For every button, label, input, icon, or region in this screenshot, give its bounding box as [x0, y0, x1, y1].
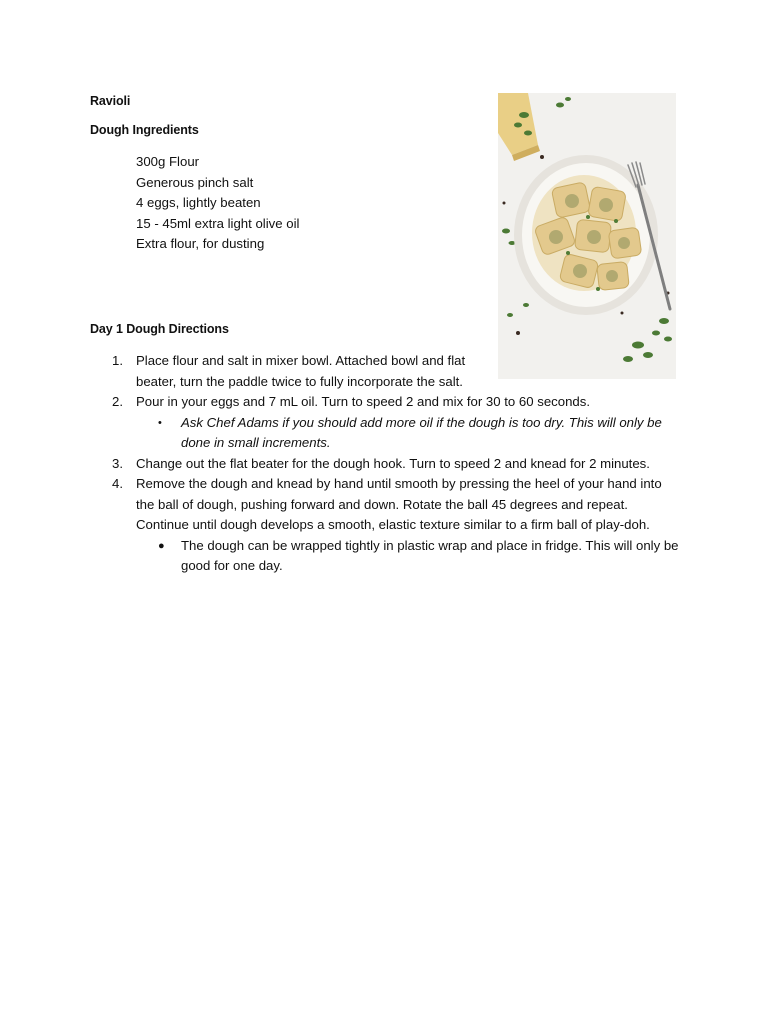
ingredient-item: Generous pinch salt	[136, 174, 254, 190]
ravioli-photo	[498, 93, 676, 379]
step-text: Place flour and salt in mixer bowl. Attached bowl and flat beater, turn the paddle twice to fully incorporate the salt.	[136, 353, 466, 389]
bullet-icon: •	[158, 416, 162, 429]
recipe-title: Ravioli	[90, 94, 131, 108]
direction-step	[90, 474, 680, 577]
ingredient-item: 300g Flour	[136, 154, 200, 169]
ingredient-list	[136, 152, 299, 255]
ingredient-item: 15 - 45ml extra light olive oil	[136, 215, 300, 231]
step-notes	[136, 413, 680, 454]
step-text: Remove the dough and knead by hand until smooth by pressing the heel of your hand into the ball of dough, pushing forward and down. Rotate the ball 45 degrees and repeat. Continue until dough develops a smooth, elastic texture similar to a firm ball of play-doh.	[136, 476, 662, 532]
step-notes	[136, 536, 680, 577]
step-text: Change out the flat beater for the dough hook. Turn to speed 2 and knead for 2 minutes.	[136, 455, 650, 471]
step-note	[136, 536, 680, 577]
ingredient-item: Extra flour, for dusting	[136, 236, 265, 251]
step-text: Pour in your eggs and 7 mL oil. Turn to speed 2 and mix for 30 to 60 seconds.	[136, 394, 591, 409]
ingredients-heading: Dough Ingredients	[90, 123, 199, 137]
step-number: 4.	[112, 476, 123, 491]
step-number: 2.	[112, 394, 123, 409]
bullet-icon: ●	[158, 539, 165, 552]
step-note	[136, 413, 680, 454]
step-number: 3.	[112, 455, 123, 471]
step-number: 1.	[112, 353, 123, 368]
direction-step	[90, 454, 680, 475]
ravioli-plate-illustration	[498, 93, 676, 379]
direction-step	[90, 392, 680, 454]
ingredient-item: 4 eggs, lightly beaten	[136, 195, 261, 210]
directions-heading: Day 1 Dough Directions	[90, 322, 229, 336]
direction-step	[90, 351, 680, 392]
step-note-text: The dough can be wrapped tightly in plastic wrap and place in fridge. This will only be good for one day.	[181, 537, 679, 573]
directions-list	[90, 351, 680, 577]
step-note-text: Ask Chef Adams if you should add more oil if the dough is too dry. This will only be done in small increments.	[181, 414, 662, 450]
